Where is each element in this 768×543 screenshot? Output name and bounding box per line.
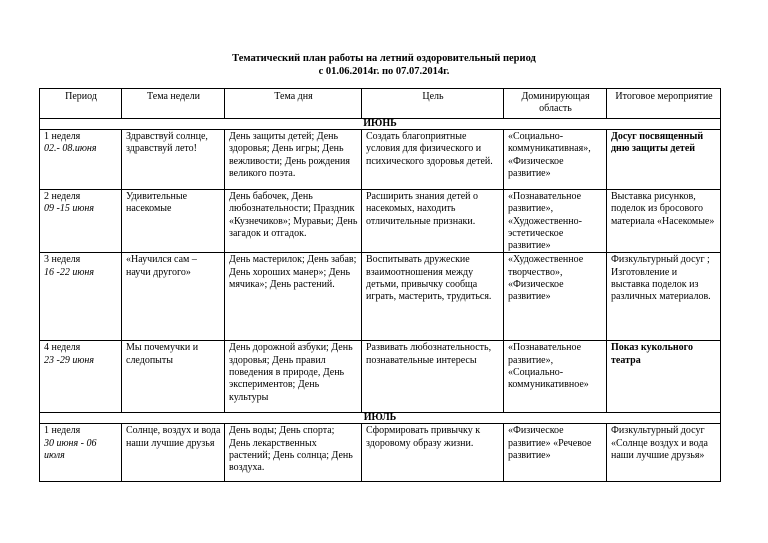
header-row bbox=[40, 89, 721, 119]
week-dates: 16 -22 июня bbox=[44, 266, 94, 278]
week-theme-cell: Солнце, воздух и вода наши лучшие друзья bbox=[122, 424, 225, 482]
day-theme-cell: День бабочек, День любознательности; Праздник «Кузнечиков»; Муравьи; День загадок и отгадок. bbox=[225, 190, 362, 253]
area-cell: «Познавательное развитие», «Социально-коммуникативное» bbox=[504, 341, 607, 413]
plan-table bbox=[39, 88, 721, 482]
month-row-june bbox=[40, 119, 721, 130]
period-cell bbox=[40, 190, 122, 253]
period-cell bbox=[40, 424, 122, 482]
week-dates: 09 -15 июня bbox=[44, 203, 94, 215]
month-row-july bbox=[40, 413, 721, 424]
title-line-1: Тематический план работы на летний оздоровительный период bbox=[232, 53, 536, 64]
period-cell bbox=[40, 253, 122, 341]
area-cell: «Художественное творчество», «Физическое развитие» bbox=[504, 253, 607, 341]
header-day-theme: Тема дня bbox=[225, 89, 362, 119]
week-dates: 23 -29 июня bbox=[44, 354, 94, 366]
event-cell: Физкультурный досуг ; Изготовление и выставка поделок из различных материалов. bbox=[607, 253, 721, 341]
week-label: 1 неделя bbox=[44, 425, 81, 437]
goal-cell: Создать благоприятные условия для физического и психического здоровья детей. bbox=[362, 130, 504, 190]
week-label: 4 неделя bbox=[44, 342, 81, 354]
week-label: 2 неделя bbox=[44, 191, 81, 202]
header-event: Итоговое мероприятие bbox=[607, 89, 721, 119]
day-theme-cell: День защиты детей; День здоровья; День игры; День вежливости; День рождения великого поэта. bbox=[225, 130, 362, 190]
table-row bbox=[40, 190, 721, 253]
day-theme-cell: День дорожной азбуки; День здоровья; День правил поведения в природе, День экспериментов; День культуры bbox=[225, 341, 362, 413]
period-cell bbox=[40, 130, 122, 190]
event-cell: Выставка рисунков, поделок из бросового материала «Насекомые» bbox=[607, 190, 721, 253]
goal-cell: Расширить знания детей о насекомых, находить отличительные признаки. bbox=[362, 190, 504, 253]
area-cell: «Познавательное развитие», «Художественно-эстетическое развитие» bbox=[504, 190, 607, 253]
area-cell: «Физическое развитие» «Речевое развитие» bbox=[504, 424, 607, 482]
page-title bbox=[0, 52, 768, 78]
table-row bbox=[40, 130, 721, 190]
header-area: Доминирующая область bbox=[504, 89, 607, 119]
month-label-july: ИЮЛЬ bbox=[40, 413, 721, 424]
week-theme-cell: «Научился сам – научи другого» bbox=[122, 253, 225, 341]
week-theme-cell: Удивительные насекомые bbox=[122, 190, 225, 253]
table-row bbox=[40, 253, 721, 341]
goal-cell: Развивать любознательность, познавательные интересы bbox=[362, 341, 504, 413]
event-cell: Физкультурный досуг «Солнце воздух и вода наши лучшие друзья» bbox=[607, 424, 721, 482]
goal-cell: Воспитывать дружеские взаимоотношения между детьми, привычку сообща играть, мастерить, трудиться. bbox=[362, 253, 504, 341]
week-dates: 02.- 08.июня bbox=[44, 143, 97, 155]
day-theme-cell: День воды; День спорта; День лекарственных растений; День солнца; День воздуха. bbox=[225, 424, 362, 482]
event-cell: Досуг посвященный дню защиты детей bbox=[607, 130, 721, 190]
header-period: Период bbox=[40, 89, 122, 119]
week-dates: 30 июня - 06 июля bbox=[44, 437, 97, 462]
period-cell bbox=[40, 341, 122, 413]
week-label: 3 неделя bbox=[44, 254, 81, 266]
header-goal: Цель bbox=[362, 89, 504, 119]
goal-cell: Сформировать привычку к здоровому образу жизни. bbox=[362, 424, 504, 482]
week-theme-cell: Мы почемучки и следопыты bbox=[122, 341, 225, 413]
header-week-theme: Тема недели bbox=[122, 89, 225, 119]
day-theme-cell: День мастерилок; День забав; День хороших манер»; День мячика»; День растений. bbox=[225, 253, 362, 341]
week-theme-cell: Здравствуй солнце, здравствуй лето! bbox=[122, 130, 225, 190]
month-label-june: ИЮНЬ bbox=[40, 119, 721, 130]
table-row bbox=[40, 424, 721, 482]
table-row bbox=[40, 341, 721, 413]
title-line-2: с 01.06.2014г. по 07.07.2014г. bbox=[318, 66, 450, 77]
event-cell: Показ кукольного театра bbox=[607, 341, 721, 413]
area-cell: «Социально-коммуникативная», «Физическое развитие» bbox=[504, 130, 607, 190]
week-label: 1 неделя bbox=[44, 131, 81, 142]
